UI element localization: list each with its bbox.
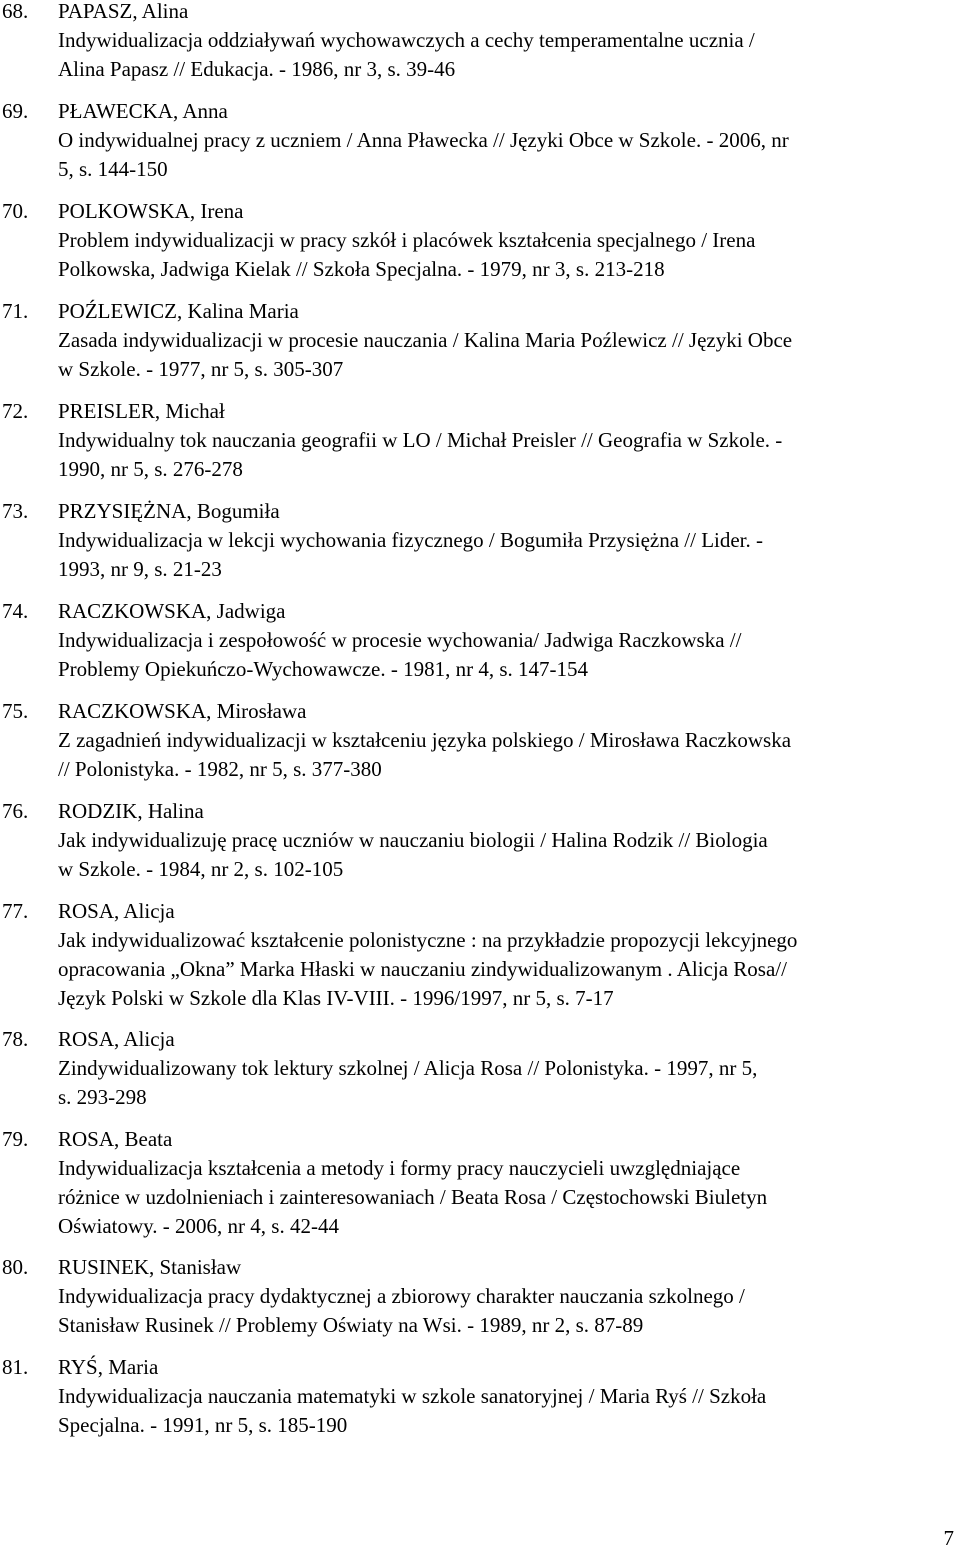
entry-number: 76. bbox=[2, 799, 29, 823]
entry-line: w Szkole. - 1977, nr 5, s. 305-307 bbox=[58, 357, 344, 381]
entry-line: Indywidualizacja pracy dydaktycznej a zbiorowy charakter nauczania szkolnego / bbox=[58, 1284, 745, 1308]
entry-line: s. 293-298 bbox=[58, 1085, 147, 1109]
entry-text bbox=[58, 597, 960, 684]
entry-author: ROSA, Alicja bbox=[58, 899, 175, 923]
entry-line: Polkowska, Jadwiga Kielak // Szkoła Specjalna. - 1979, nr 3, s. 213-218 bbox=[58, 257, 665, 281]
entry-text bbox=[58, 97, 960, 184]
entry-line: O indywidualnej pracy z uczniem / Anna Pławecka // Języki Obce w Szkole. - 2006, nr bbox=[58, 128, 789, 152]
entry-author: RACZKOWSKA, Jadwiga bbox=[58, 599, 286, 623]
entry-author: RODZIK, Halina bbox=[58, 799, 204, 823]
entry-line: 5, s. 144-150 bbox=[58, 157, 168, 181]
entry-line: 1990, nr 5, s. 276-278 bbox=[58, 457, 243, 481]
entry-number: 75. bbox=[2, 699, 29, 723]
bibliography-entry-69 bbox=[0, 97, 960, 184]
entry-line: Indywidualizacja nauczania matematyki w szkole sanatoryjnej / Maria Ryś // Szkoła bbox=[58, 1384, 767, 1408]
bibliography-entry-68 bbox=[0, 0, 960, 84]
entry-number: 78. bbox=[2, 1027, 29, 1051]
bibliography-entry-79 bbox=[0, 1125, 960, 1241]
entry-author: ROSA, Alicja bbox=[58, 1027, 175, 1051]
entry-line: Z zagadnień indywidualizacji w kształceniu języka polskiego / Mirosława Raczkowska bbox=[58, 728, 792, 752]
entry-line: opracowania „Okna” Marka Hłaski w nauczaniu zindywidualizowanym . Alicja Rosa// bbox=[58, 957, 787, 981]
entry-line: 1993, nr 9, s. 21-23 bbox=[58, 557, 222, 581]
bibliography-entry-81 bbox=[0, 1353, 960, 1440]
entry-line: Zindywidualizowany tok lektury szkolnej / Alicja Rosa // Polonistyka. - 1997, nr 5, bbox=[58, 1056, 758, 1080]
entry-text bbox=[58, 497, 960, 584]
entry-line: Problemy Opiekuńczo-Wychowawcze. - 1981, nr 4, s. 147-154 bbox=[58, 657, 589, 681]
bibliography-entry-75 bbox=[0, 697, 960, 784]
entry-text bbox=[58, 297, 960, 384]
entry-text bbox=[58, 197, 960, 284]
entry-line: Indywidualizacja oddziaływań wychowawczych a cechy temperamentalne ucznia / bbox=[58, 28, 755, 52]
page-number: 7 bbox=[943, 1526, 954, 1550]
entry-number: 77. bbox=[2, 899, 29, 923]
entry-text bbox=[58, 797, 960, 884]
entry-number: 72. bbox=[2, 399, 29, 423]
entry-author: PŁAWECKA, Anna bbox=[58, 99, 228, 123]
entry-author: POŹLEWICZ, Kalina Maria bbox=[58, 299, 299, 323]
entry-number: 69. bbox=[2, 99, 29, 123]
bibliography-entry-71 bbox=[0, 297, 960, 384]
entry-number: 73. bbox=[2, 499, 29, 523]
bibliography-entry-73 bbox=[0, 497, 960, 584]
entry-line: Indywidualizacja w lekcji wychowania fizycznego / Bogumiła Przysiężna // Lider. - bbox=[58, 528, 764, 552]
entry-number: 74. bbox=[2, 599, 29, 623]
entry-line: różnice w uzdolnieniach i zainteresowaniach / Beata Rosa / Częstochowski Biuletyn bbox=[58, 1185, 768, 1209]
bibliography-entry-74 bbox=[0, 597, 960, 684]
entry-author: PAPASZ, Alina bbox=[58, 0, 189, 23]
entry-number: 71. bbox=[2, 299, 29, 323]
entry-number: 70. bbox=[2, 199, 29, 223]
entry-line: Stanisław Rusinek // Problemy Oświaty na Wsi. - 1989, nr 2, s. 87-89 bbox=[58, 1313, 644, 1337]
entry-line: // Polonistyka. - 1982, nr 5, s. 377-380 bbox=[58, 757, 382, 781]
bibliography-entry-77 bbox=[0, 897, 960, 1013]
bibliography-entry-76 bbox=[0, 797, 960, 884]
entry-author: RYŚ, Maria bbox=[58, 1355, 159, 1379]
entry-line: Oświatowy. - 2006, nr 4, s. 42-44 bbox=[58, 1214, 339, 1238]
bibliography-entry-72 bbox=[0, 397, 960, 484]
entry-line: Jak indywidualizować kształcenie polonistyczne : na przykładzie propozycji lekcyjnego bbox=[58, 928, 798, 952]
entry-line: Indywidualny tok nauczania geografii w LO / Michał Preisler // Geografia w Szkole. - bbox=[58, 428, 783, 452]
entry-text bbox=[58, 897, 960, 1013]
bibliography-entry-80 bbox=[0, 1253, 960, 1340]
entry-line: Jak indywidualizuję pracę uczniów w nauczaniu biologii / Halina Rodzik // Biologia bbox=[58, 828, 768, 852]
entry-text bbox=[58, 697, 960, 784]
entry-text bbox=[58, 1353, 960, 1440]
entry-number: 81. bbox=[2, 1355, 29, 1379]
entry-line: Indywidualizacja kształcenia a metody i formy pracy nauczycieli uwzględniające bbox=[58, 1156, 741, 1180]
entry-line: Specjalna. - 1991, nr 5, s. 185-190 bbox=[58, 1413, 348, 1437]
entry-line: Alina Papasz // Edukacja. - 1986, nr 3, s. 39-46 bbox=[58, 57, 456, 81]
entry-line: w Szkole. - 1984, nr 2, s. 102-105 bbox=[58, 857, 344, 881]
entry-text bbox=[58, 0, 960, 84]
entry-text bbox=[58, 397, 960, 484]
entry-number: 79. bbox=[2, 1127, 29, 1151]
entry-author: ROSA, Beata bbox=[58, 1127, 173, 1151]
entry-author: PRZYSIĘŻNA, Bogumiła bbox=[58, 499, 280, 523]
entry-author: PREISLER, Michał bbox=[58, 399, 225, 423]
entry-text bbox=[58, 1025, 960, 1112]
bibliography-entry-70 bbox=[0, 197, 960, 284]
entry-author: RACZKOWSKA, Mirosława bbox=[58, 699, 307, 723]
entry-line: Problem indywidualizacji w pracy szkół i placówek kształcenia specjalnego / Irena bbox=[58, 228, 756, 252]
entry-number: 68. bbox=[2, 0, 29, 23]
entry-author: RUSINEK, Stanisław bbox=[58, 1255, 242, 1279]
entry-line: Język Polski w Szkole dla Klas IV-VIII. - 1996/1997, nr 5, s. 7-17 bbox=[58, 986, 614, 1010]
entry-number: 80. bbox=[2, 1255, 29, 1279]
entry-line: Zasada indywidualizacji w procesie nauczania / Kalina Maria Poźlewicz // Języki Obce bbox=[58, 328, 793, 352]
entry-text bbox=[58, 1125, 960, 1241]
entry-author: POLKOWSKA, Irena bbox=[58, 199, 244, 223]
entry-line: Indywidualizacja i zespołowość w procesie wychowania/ Jadwiga Raczkowska // bbox=[58, 628, 742, 652]
entry-text bbox=[58, 1253, 960, 1340]
bibliography-entry-78 bbox=[0, 1025, 960, 1112]
